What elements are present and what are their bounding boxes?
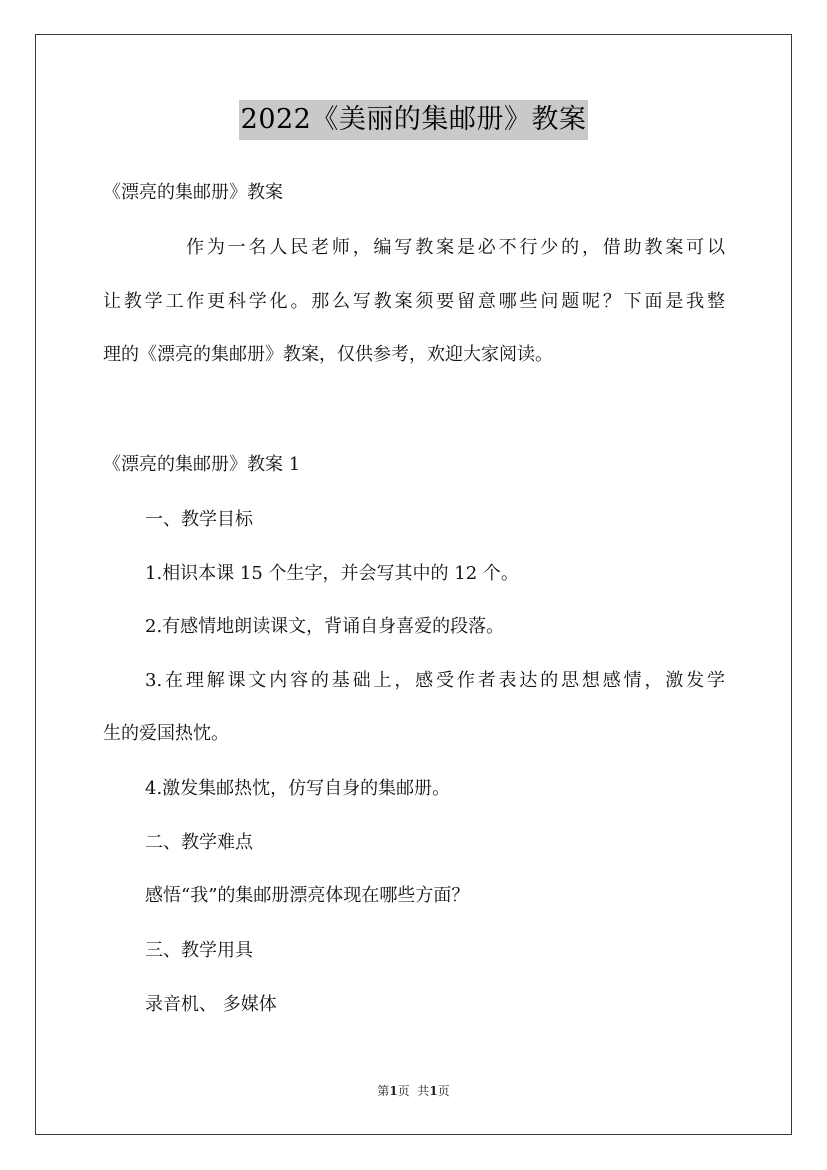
intro-line-1: 作为一名人民老师，编写教案是必不行少的，借助教案可以 xyxy=(186,237,725,258)
goal-item-4: 4.激发集邮热忱，仿写自身的集邮册。 xyxy=(145,778,451,799)
footer-page-total: 1 xyxy=(429,1084,438,1098)
document-title: 2022《美丽的集邮册》教案 xyxy=(239,100,589,140)
footer-page-suffix: 页 xyxy=(437,1084,450,1098)
page-footer xyxy=(0,1083,827,1099)
difficulty-text: 感悟“我”的集邮册漂亮体现在哪些方面？ xyxy=(145,885,470,906)
title-container xyxy=(0,100,827,140)
document-subtitle: 《漂亮的集邮册》教案 xyxy=(103,182,283,203)
section-heading: 《漂亮的集邮册》教案 1 xyxy=(103,454,301,475)
intro-line-2: 让教学工作更科学化。那么写教案须要留意哪些问题呢？下面是我整 xyxy=(103,291,725,312)
tools-text: 录音机、 多媒体 xyxy=(145,994,277,1015)
footer-page-mid: 页 共 xyxy=(397,1084,430,1098)
goal-item-2: 2.有感情地朗读课文，背诵自身喜爱的段落。 xyxy=(145,616,505,637)
intro-line-3: 理的《漂亮的集邮册》教案，仅供参考，欢迎大家阅读。 xyxy=(103,344,553,365)
heading-teaching-goals: 一、教学目标 xyxy=(145,509,253,530)
footer-page-prefix: 第 xyxy=(377,1084,390,1098)
heading-teaching-difficulty: 二、教学难点 xyxy=(145,832,253,853)
goal-item-1: 1.相识本课 15 个生字，并会写其中的 12 个。 xyxy=(145,563,519,584)
footer-page-current: 1 xyxy=(389,1084,398,1098)
goal-item-3-continued: 生的爱国热忱。 xyxy=(103,723,229,744)
goal-item-3: 3.在理解课文内容的基础上，感受作者表达的思想感情，激发学 xyxy=(145,670,725,691)
heading-teaching-tools: 三、教学用具 xyxy=(145,940,253,961)
